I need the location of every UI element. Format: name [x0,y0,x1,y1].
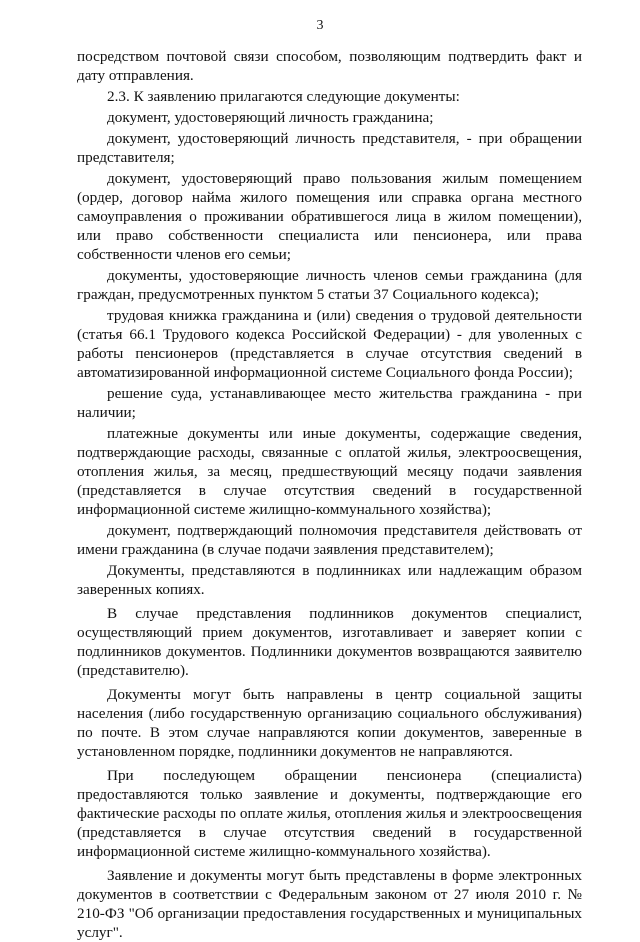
list-item-citizen-id: документ, удостоверяющий личность гражданина; [107,109,434,126]
list-item-power-of-attorney: документ, подтверждающий полномочия представителя действовать от имени гражданина (в случае подачи заявления представителем); [77,522,582,558]
list-item-employment-record: трудовая книжка гражданина и (или) сведения о трудовой деятельности (статья 66.1 Трудового кодекса Российской Федерации) - для уволенных с работы пенсионеров (представляется в случае отсутствия сведений в автоматизированной информационной системе Социального фонда России); [77,307,582,381]
paragraph-originals-procedure: В случае представления подлинников документов специалист, осуществляющий прием документов, изготавливает и заверяет копии с подлинников документов. Подлинники документов возвращаются заявителю (представителю). [77,605,582,679]
list-item-payment-documents: платежные документы или иные документы, содержащие сведения, подтверждающие расходы, связанные с оплатой жилья, электроосвещения, отопления жилья, за месяц, предшествующий месяцу подачи заявления (представляется в случае отсутствия сведений в государственной информационной системе жилищно-коммунального хозяйства); [77,425,582,518]
paragraph-postal-continuation: посредством почтовой связи способом, позволяющим подтвердить факт и дату отправления. [77,48,582,84]
paragraph-electronic-documents: Заявление и документы могут быть представлены в форме электронных документов в соответствии с Федеральным законом от 27 июля 2010 г. № 210-ФЗ "Об организации предоставления государственных и муниципальных услуг". [77,867,582,941]
list-item-housing-right: документ, удостоверяющий право пользования жилым помещением (ордер, договор найма жилого помещения или справка органа местного самоуправления о проживании обратившегося лица в жилом помещении), или право собственности специалиста или пенсионера, или права собственности членов его семьи; [77,170,582,263]
paragraph-repeat-application: При последующем обращении пенсионера (специалиста) предоставляются только заявление и документы, подтверждающие его фактические расходы по оплате жилья, отопления жилья и электроосвещения (представляется в случае отсутствия сведений в государственной информационной системе жилищно-коммунального хозяйства). [77,767,582,860]
page-number: 3 [316,18,324,33]
list-item-representative-id: документ, удостоверяющий личность представителя, - при обращении представителя; [77,130,582,166]
paragraph-postal-submission: Документы могут быть направлены в центр социальной защиты населения (либо государственную организацию социального обслуживания) по почте. В этом случае направляются копии документов, заверенные в установленном порядке, подлинники документов не направляются. [77,686,582,760]
list-item-court-decision: решение суда, устанавливающее место жительства гражданина - при наличии; [77,385,582,421]
list-item-family-id: документы, удостоверяющие личность членов семьи гражданина (для граждан, предусмотренных пунктом 5 статьи 37 Социального кодекса); [77,267,582,303]
paragraph-originals-or-copies: Документы, представляются в подлинниках или надлежащим образом заверенных копиях. [77,562,582,598]
paragraph-section-2-3: 2.3. К заявлению прилагаются следующие документы: [107,88,460,105]
document-body [77,47,582,942]
